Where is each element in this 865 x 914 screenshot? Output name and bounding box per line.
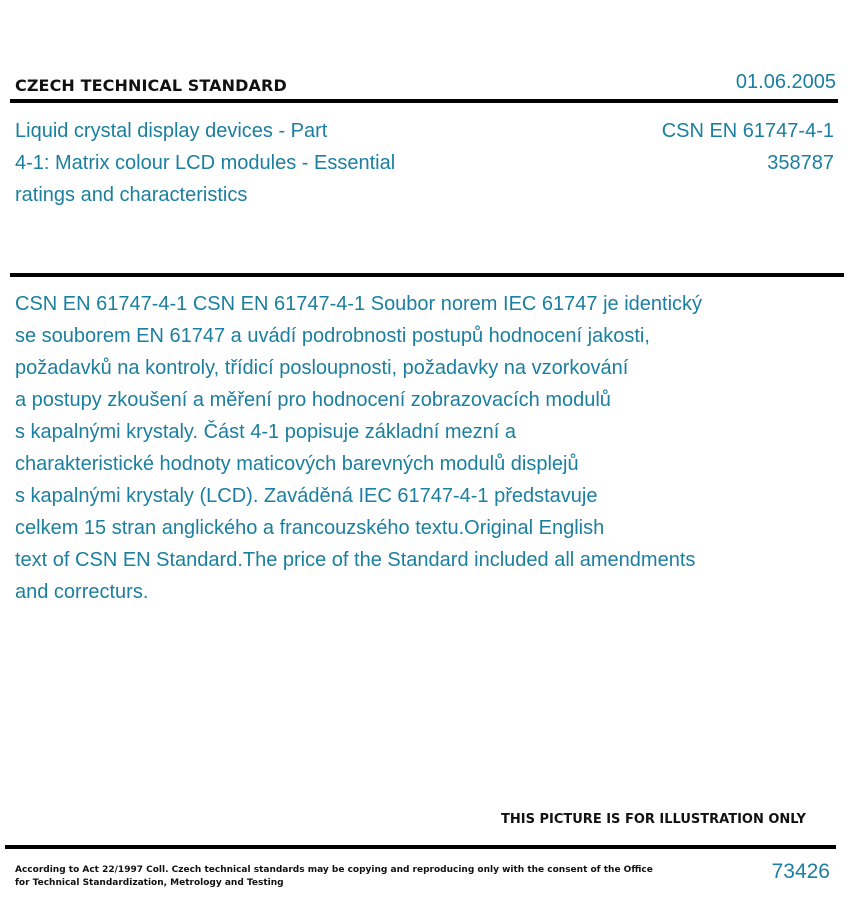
abstract-line: and correcturs.	[15, 581, 149, 603]
document-title-line: Liquid crystal display devices - Part	[15, 120, 328, 142]
legal-notice	[15, 864, 653, 890]
abstract-line: celkem 15 stran anglického a francouzského textu.Original English	[15, 517, 605, 539]
abstract-line: s kapalnými krystaly (LCD). Zaváděná IEC 61747-4-1 představuje	[15, 485, 598, 507]
document-title-line: ratings and characteristics	[15, 184, 248, 206]
illustration-notice: THIS PICTURE IS FOR ILLUSTRATION ONLY	[501, 812, 806, 827]
standard-code: CSN EN 61747-4-1	[661, 120, 834, 142]
document-identifiers	[662, 115, 834, 179]
document-number: 73426	[771, 860, 830, 883]
legal-line: for Technical Standardization, Metrology and Testing	[15, 878, 284, 888]
document-title-line: 4-1: Matrix colour LCD modules - Essential	[15, 152, 396, 174]
abstract-text	[15, 288, 785, 608]
abstract-line: charakteristické hodnoty maticových barevných modulů displejů	[15, 453, 579, 475]
abstract-line: s kapalnými krystaly. Část 4-1 popisuje základní mezní a	[15, 421, 516, 443]
abstract-line: a postupy zkoušení a měření pro hodnocení zobrazovacích modulů	[15, 389, 611, 411]
publication-date: 01.06.2005	[735, 71, 836, 93]
document-title	[15, 115, 455, 211]
abstract-line: se souborem EN 61747 a uvádí podrobnosti postupů hodnocení jakosti,	[15, 325, 650, 347]
legal-line: According to Act 22/1997 Coll. Czech technical standards may be copying and reproducing only with the consent of the Office	[15, 865, 653, 875]
abstract-line: CSN EN 61747-4-1 CSN EN 61747-4-1 Soubor norem IEC 61747 je identický	[15, 293, 703, 315]
abstract-line: text of CSN EN Standard.The price of the Standard included all amendments	[15, 549, 696, 571]
abstract-line: požadavků na kontroly, třídicí posloupnosti, požadavky na vzorkování	[15, 357, 629, 379]
section-divider	[10, 273, 844, 277]
header-divider	[10, 99, 838, 103]
catalog-number: 358787	[767, 152, 834, 174]
footer-divider	[5, 845, 836, 849]
header-title: CZECH TECHNICAL STANDARD	[15, 76, 287, 95]
